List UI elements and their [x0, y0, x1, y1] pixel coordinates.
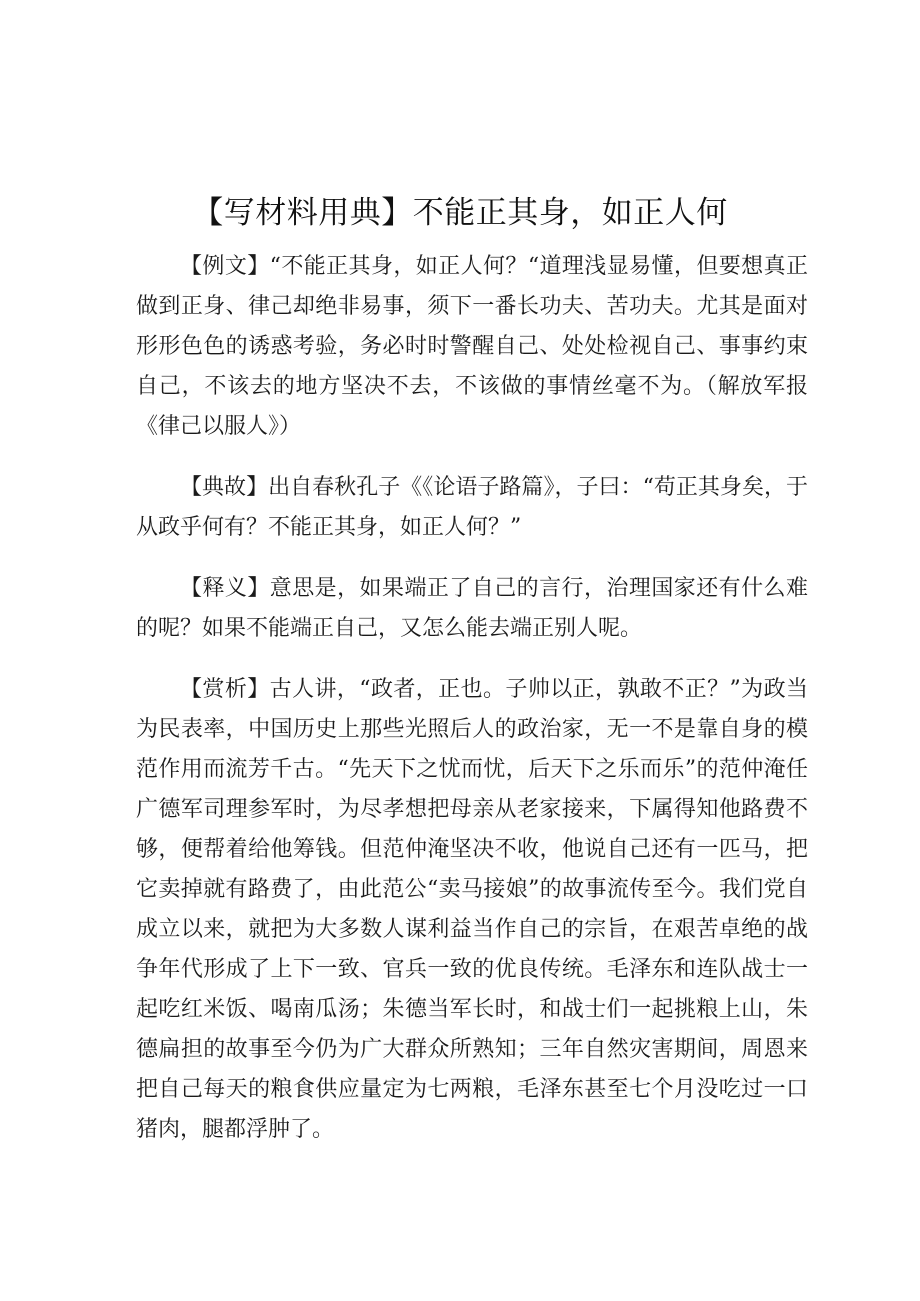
paragraph-text: 出自春秋孔子《《论语子路篇》，子曰：“苟正其身矣，于从政乎何有？不能正其身，如正人何？” [136, 475, 808, 540]
paragraph-example [136, 247, 808, 447]
section-tag-allusion: 【典故】 [180, 475, 269, 500]
section-tag-example: 【例文】 [180, 254, 270, 279]
paragraph-text: “不能正其身，如正人何？“道理浅显易懂，但要想真正做到正身、律己却绝非易事，须下一番长功夫、苦功夫。尤其是面对形形色色的诱惑考验，务必时时警醒自己、处处检视自己、事事约束自己，不该去的地方坚决不去，不该做的事情丝毫不为。（解放军报《律己以服人》） [136, 254, 808, 439]
paragraph-text: 意思是，如果端正了自己的言行，治理国家还有什么难的呢？如果不能端正自己，又怎么能去端正别人呢。 [136, 576, 808, 641]
section-tag-appreciation: 【赏析】 [180, 677, 270, 702]
article-body [136, 247, 808, 1150]
paragraph-definition [136, 569, 808, 649]
page-title: 【写材料用典】不能正其身，如正人何 [192, 195, 728, 231]
paragraph-text: 古人讲，“政者，正也。子帅以正，孰敢不正？”为政当为民表率，中国历史上那些光照后人的政治家，无一不是靠自身的模范作用而流芳千古。“先天下之忧而忧，后天下之乐而乐”的范仲淹任广德军司理参军时，为尽孝想把母亲从老家接来，下属得知他路费不够，便帮着给他筹钱。但范仲淹坚决不收，他说自己还有一匹马，把它卖掉就有路费了，由此范公“卖马接娘”的故事流传至今。我们党自成立以来，就把为大多数人谋利益当作自己的宗旨，在艰苦卓绝的战争年代形成了上下一致、官兵一致的优良传统。毛泽东和连队战士一起吃红米饭、喝南瓜汤；朱德当军长时，和战士们一起挑粮上山，朱德扁担的故事至今仍为广大群众所熟知；三年自然灾害期间，周恩来把自己每天的粮食供应量定为七两粮，毛泽东甚至七个月没吃过一口猪肉，腿都浮肿了。 [136, 677, 808, 1142]
paragraph-allusion [136, 468, 808, 548]
paragraph-appreciation [136, 670, 808, 1150]
section-tag-definition: 【释义】 [180, 576, 270, 601]
